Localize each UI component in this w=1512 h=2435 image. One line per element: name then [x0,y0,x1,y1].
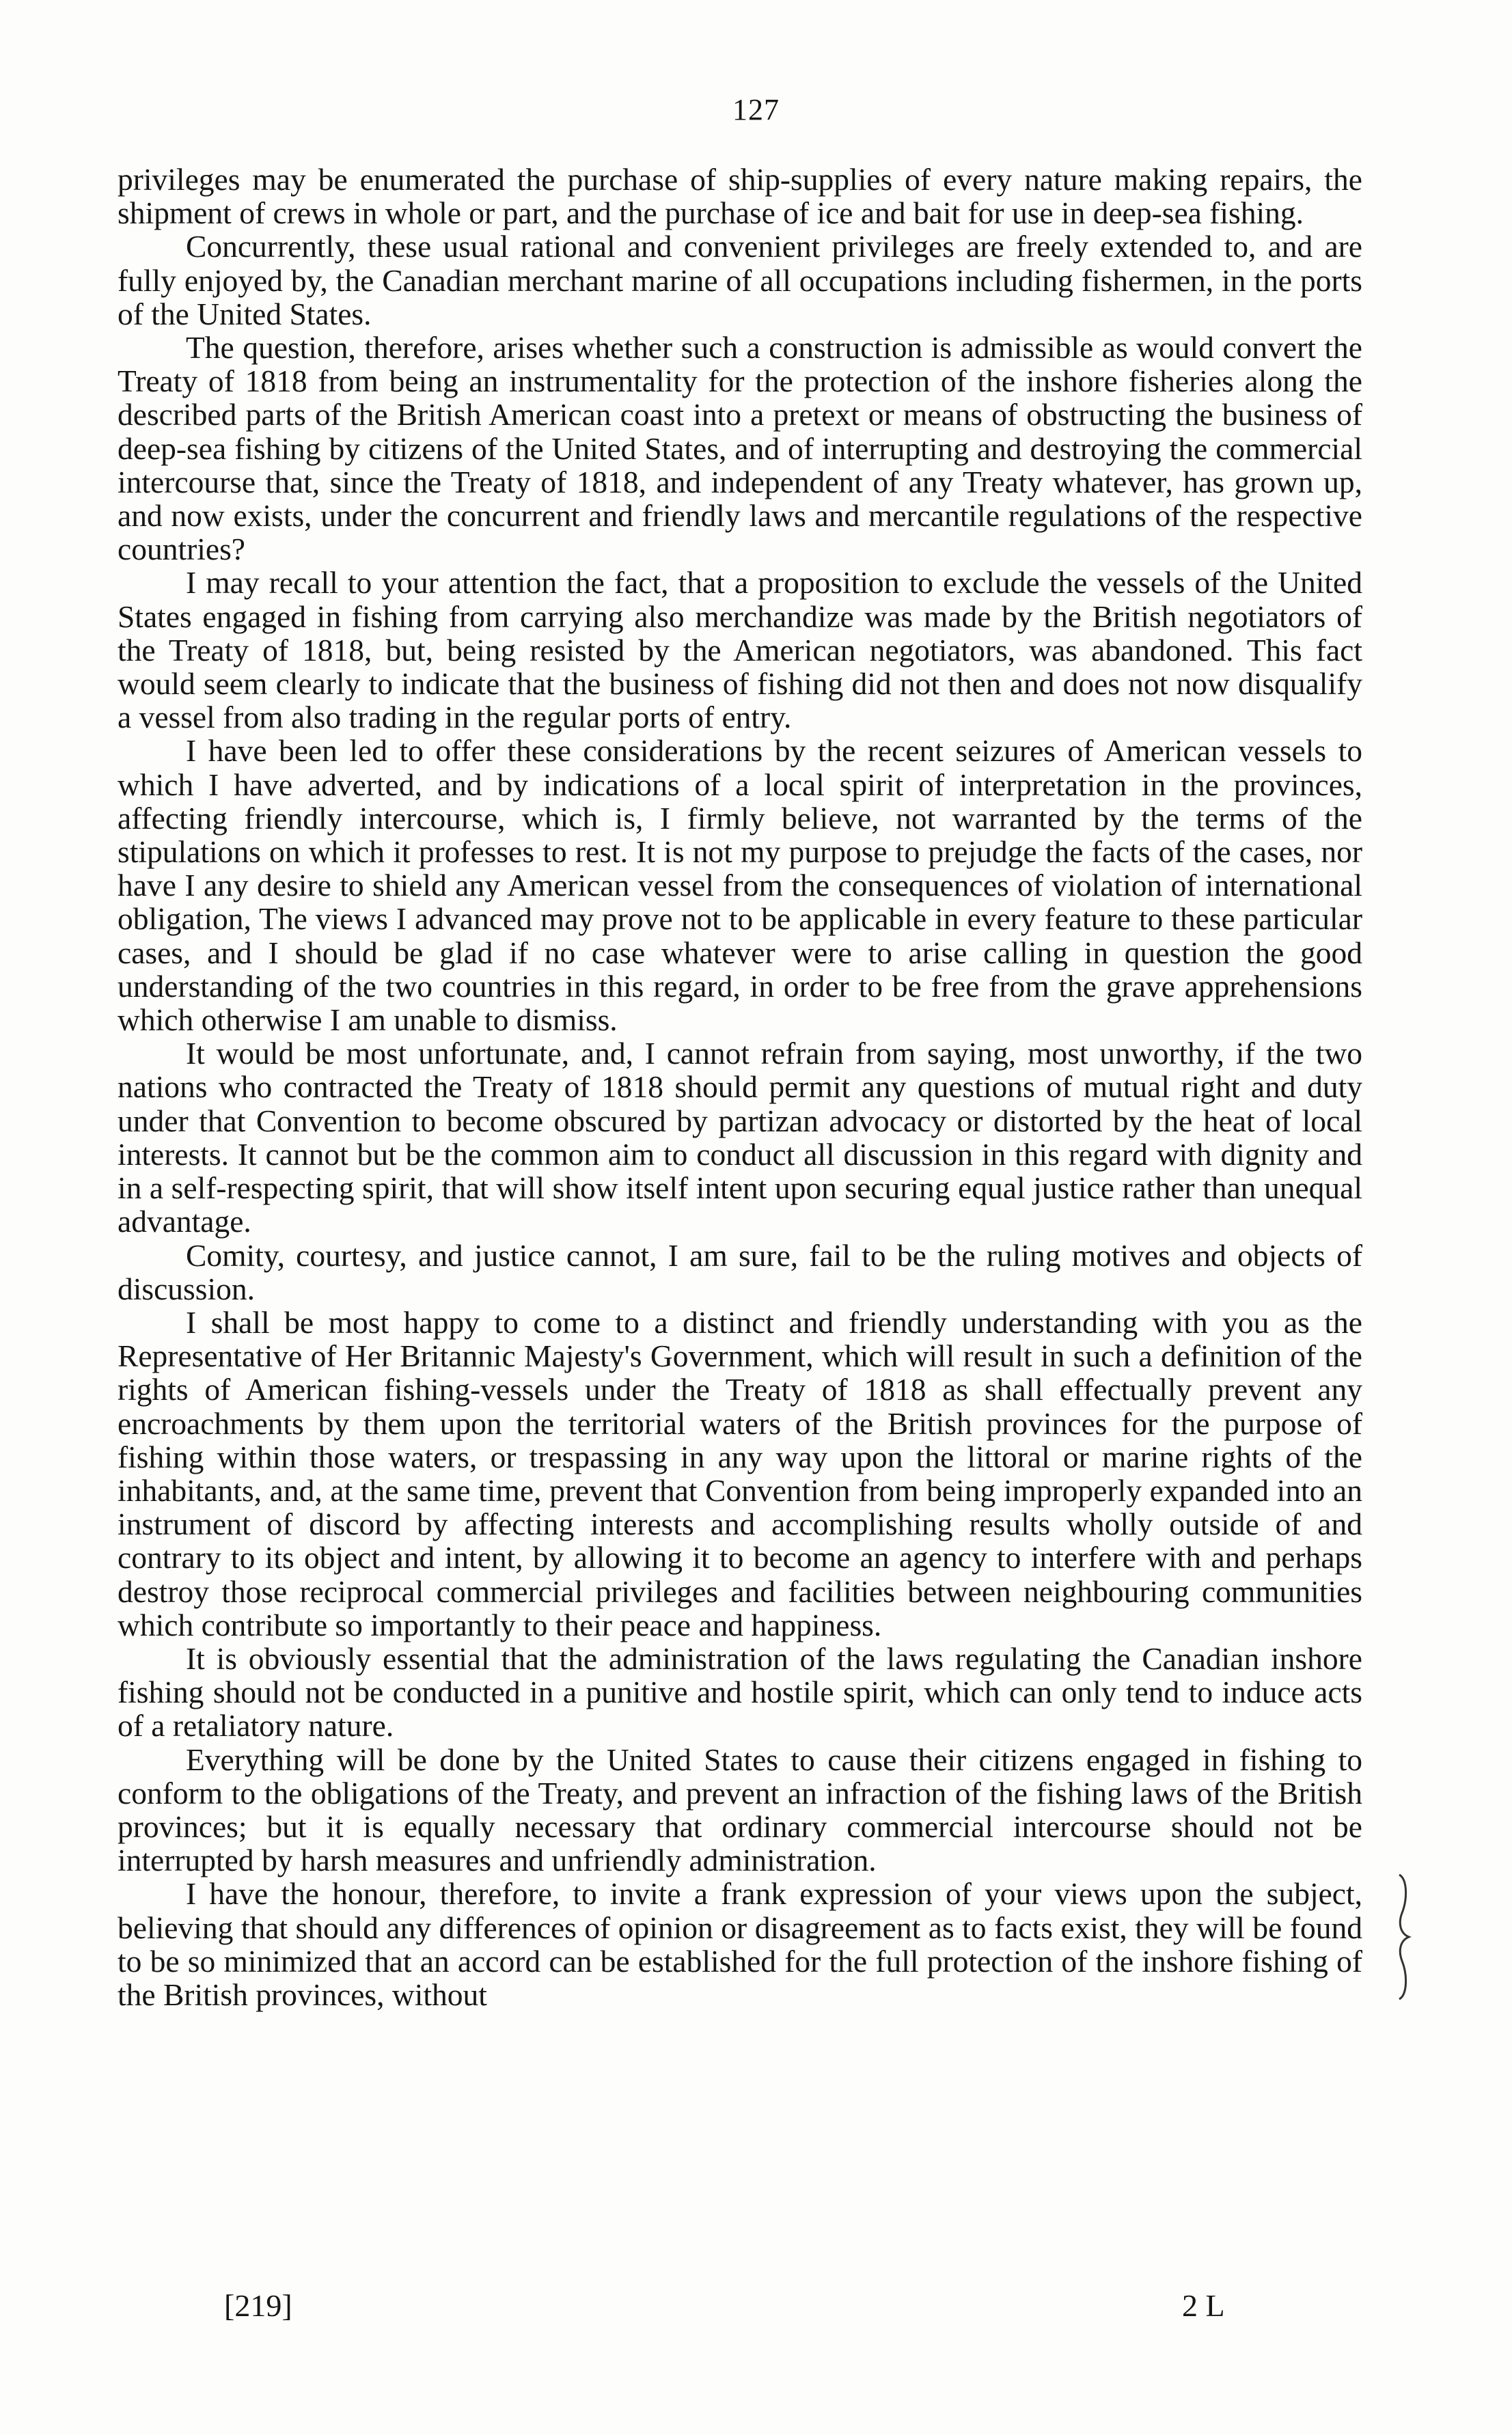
paragraph-3: The question, therefore, arises whether such a construction is admissible as would convert the Treaty of 1818 from being an instrumentality for the protection of the inshore fisheries along the described parts of the British American coast into a pretext or means of obstructing the business of deep-sea fishing by citizens of the United States, and of interrupting and destroying the commercial intercourse that, since the Treaty of 1818, and independent of any Treaty whatever, has grown up, and now exists, under the concurrent and friendly laws and mercantile regulations of the respective countries? [118,330,1362,567]
paragraph-11: I have the honour, therefore, to invite a frank expression of your views upon the subject, believing that should any differences of opinion or disagreement as to facts exist, they will be found to be so minimized that an accord can be established for the full protection of the inshore fishing of the British provinces, without [118,1876,1362,2012]
paragraph-9: It is obviously essential that the administration of the laws regulating the Canadian inshore fishing should not be conducted in a punitive and hostile spirit, which can only tend to induce acts of a retaliatory nature. [118,1640,1362,1744]
paragraph-2: Concurrently, these usual rational and convenient privileges are freely extended to, and are fully enjoyed by, the Canadian merchant marine of all occupations including fishermen, in the ports of the United States. [118,229,1362,331]
paragraph-1: privileges may be enumerated the purchase of ship-supplies of every nature making repairs, the shipment of crews in whole or part, and the purchase of ice and bait for use in deep-sea fishing. [118,162,1362,231]
paragraph-10: Everything will be done by the United States to cause their citizens engaged in fishing to conform to the obligations of the Treaty, and prevent an infraction of the fishing laws of the British provinces; but it is equally necessary that ordinary commercial intercourse should not be interrupted by harsh measures and unfriendly administration. [118,1742,1362,1878]
paragraph-5: I have been led to offer these considerations by the recent seizures of American vessels to which I have adverted, and by indications of a local spirit of interpretation in the provinces, affecting friendly intercourse, which is, I firmly believe, not warranted by the terms of the stipulations on which it professes to rest. It is not my purpose to prejudge the facts of the cases, nor have I any desire to shield any American vessel from the consequences of violation of international obligation, The views I advanced may prove not to be applicable in every feature to these particular cases, and I should be glad if no case whatever were to arise calling in question the good understanding of the two countries in this regard, in order to be free from the grave apprehensions which otherwise I am unable to dismiss. [118,733,1362,1038]
paragraph-8: I shall be most happy to come to a distinct and friendly understanding with you as the Representative of Her Britannic Majesty's Government, which will result in such a definition of the rights of American fishing-vessels under the Treaty of 1818 as shall effectually prevent any encroachments by them upon the territorial waters of the British provinces for the purpose of fishing within those waters, or trespassing in any way upon the littoral or marine rights of the inhabitants, and, at the same time, prevent that Convention from being improperly expanded into an instrument of discord by affecting interests and accomplishing results wholly outside of and contrary to its object and intent, by allowing it to become an agency to interfere with and perhaps destroy those reciprocal commercial privileges and facilities between neighbouring communities which contribute so importantly to their peace and happiness. [118,1304,1362,1642]
margin-brace-mark [1394,1872,1414,2002]
paragraph-4: I may recall to your attention the fact, that a proposition to exclude the vessels of the United States engaged in fishing from carrying also merchandize was made by the British negotiators of the Treaty of 1818, but, being resisted by the American negotiators, was abandoned. This fact would seem clearly to indicate that the business of fishing did not then and does not now disqualify a vessel from also trading in the regular ports of entry. [118,565,1362,735]
page-number: 127 [732,93,780,126]
page-footer [0,2287,1512,2328]
gathering-mark: 2 L [1182,2288,1225,2323]
signature-mark: [219] [224,2288,292,2323]
body-text [118,163,1362,2011]
paragraph-7: Comity, courtesy, and justice cannot, I am sure, fail to be the ruling motives and objects of discussion. [118,1237,1362,1306]
paragraph-6: It would be most unfortunate, and, I cannot refrain from saying, most unworthy, if the two nations who contracted the Treaty of 1818 should permit any questions of mutual right and duty under that Convention to become obscured by partizan advocacy or distorted by the heat of local interests. It cannot but be the common aim to conduct all discussion in this regard with dignity and in a self-respecting spirit, that will show itself intent upon securing equal justice rather than unequal advantage. [118,1036,1362,1239]
